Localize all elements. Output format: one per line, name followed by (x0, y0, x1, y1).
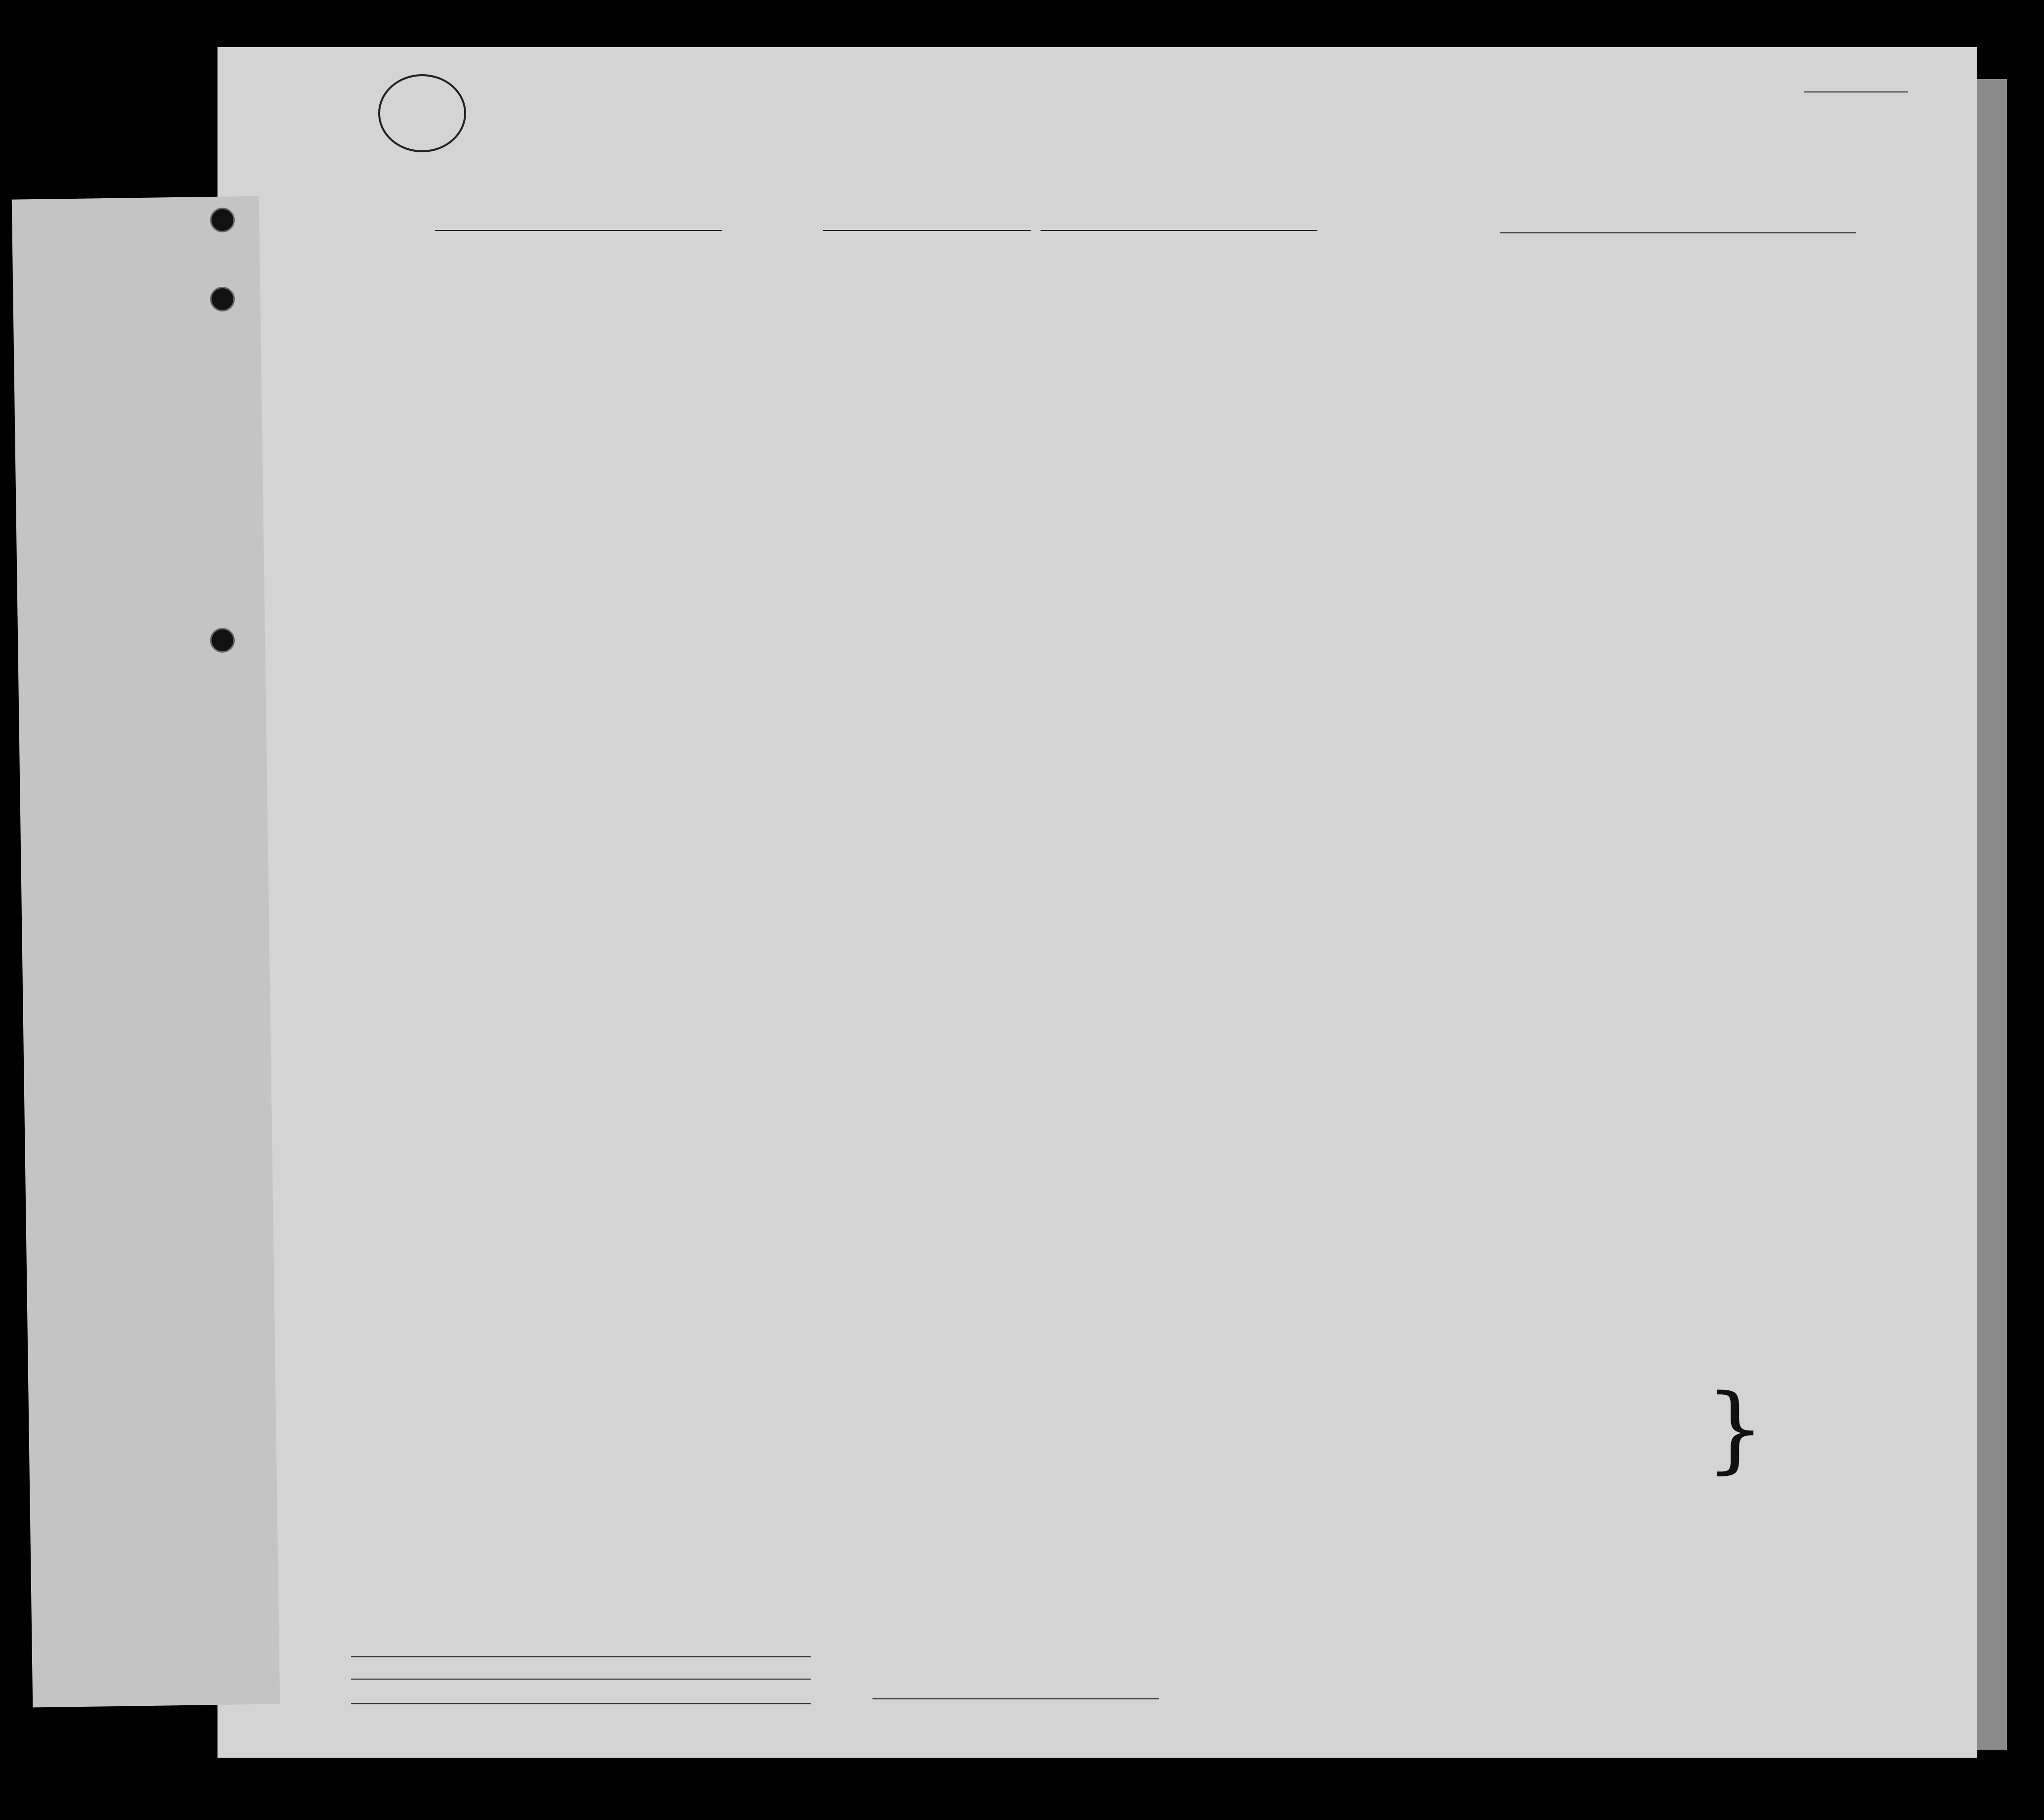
footer-line-value (351, 1656, 811, 1657)
manifest-grid (217, 47, 1977, 1758)
footer-owners-value (351, 1679, 811, 1680)
summary-brace: } (1705, 1374, 1765, 1483)
binder-hole (210, 628, 235, 653)
binder-hole (210, 208, 235, 232)
binder-hole (210, 287, 235, 311)
inspector-line (872, 1698, 1159, 1699)
seamen-slip (12, 196, 280, 1708)
footer-agents-value (351, 1703, 811, 1704)
manifest-sheet (217, 47, 1977, 1758)
slip-grid (12, 196, 280, 1708)
